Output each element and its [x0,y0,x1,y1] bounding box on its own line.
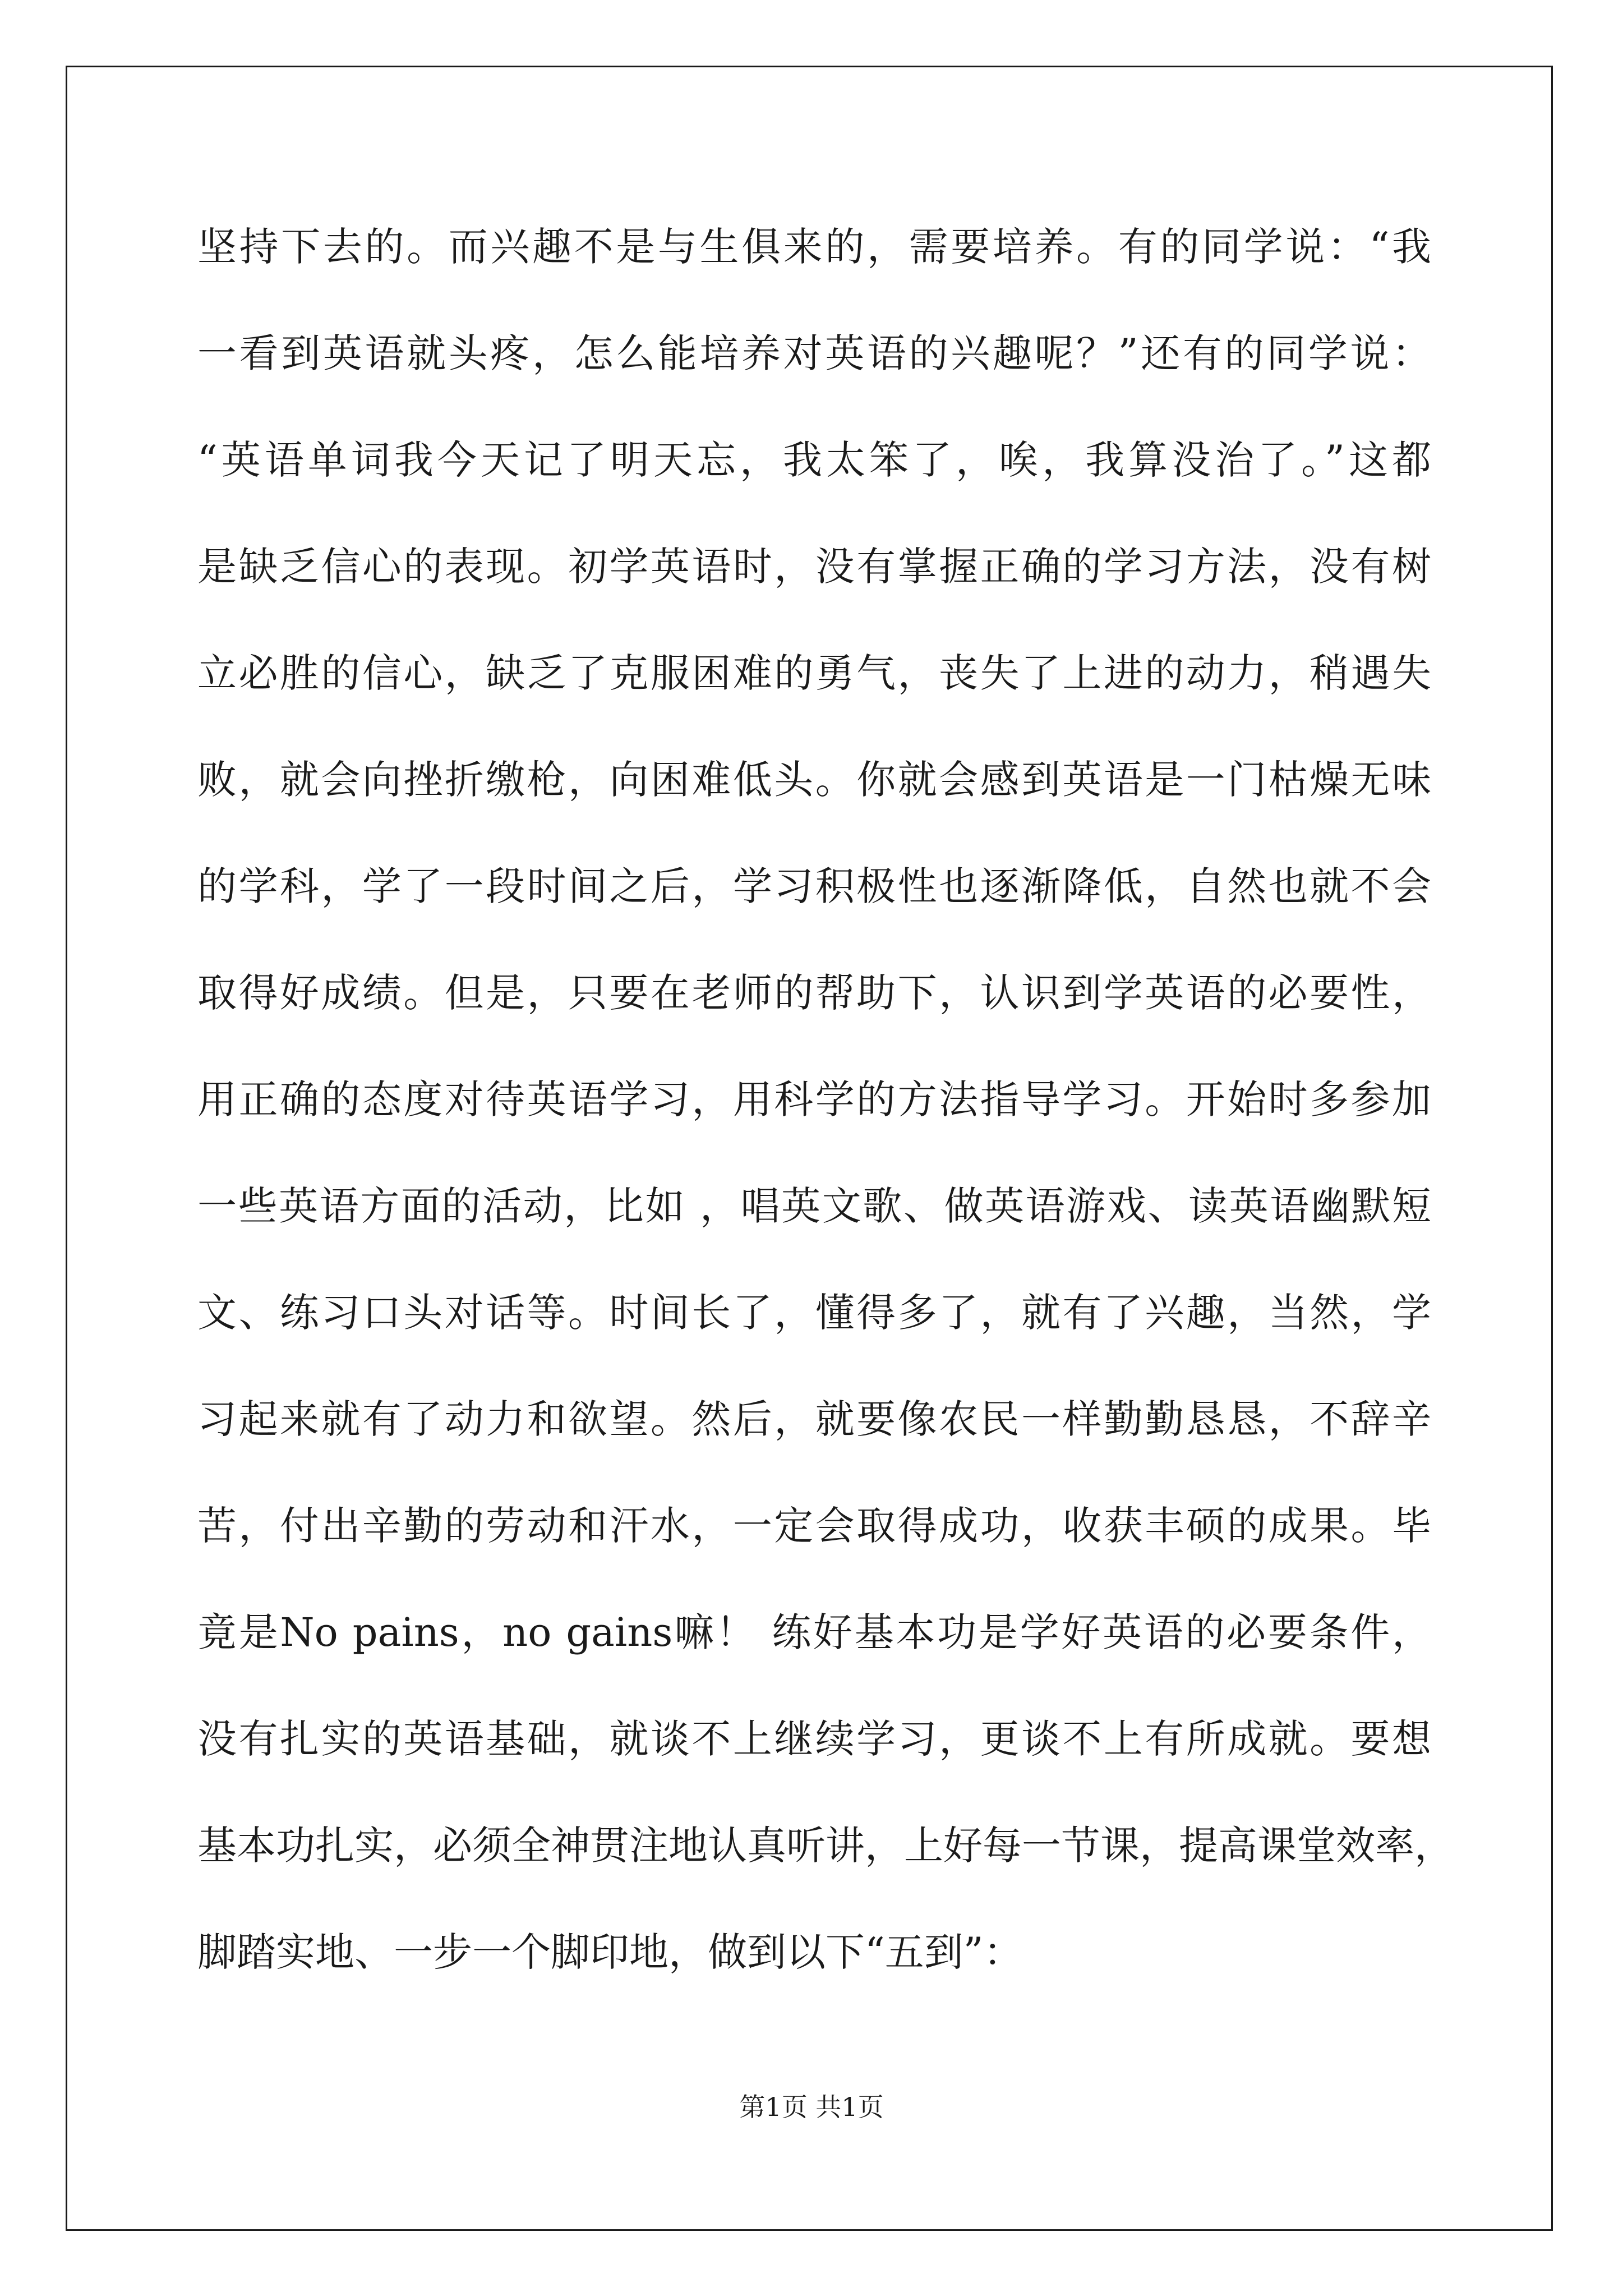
body-line: 一些英语方面的活动，比如 ，唱英文歌、做英语游戏、读英语幽默短 [197,1183,1431,1229]
body-line: 竟是No pains，no gains嘛！ 练好基本功是学好英语的必要条件， [197,1609,1431,1655]
body-line: 是缺乏信心的表现。初学英语时，没有掌握正确的学习方法，没有树 [197,544,1431,590]
body-line: 用正确的态度对待英语学习，用科学的方法指导学习。开始时多参加 [197,1076,1431,1122]
body-line: 败，就会向挫折缴枪，向困难低头。你就会感到英语是一门枯燥无味 [197,757,1431,803]
body-line: 没有扎实的英语基础，就谈不上继续学习，更谈不上有所成就。要想 [197,1716,1431,1762]
body-line: 坚持下去的。而兴趣不是与生俱来的，需要培养。有的同学说：“我 [197,224,1431,270]
body-line: 习起来就有了动力和欲望。然后，就要像农民一样勤勤恳恳，不辞辛 [197,1396,1431,1442]
body-line: 一看到英语就头疼，怎么能培养对英语的兴趣呢？”还有的同学说： [197,330,1431,376]
body-line: 基本功扎实，必须全神贯注地认真听讲，上好每一节课，提高课堂效率， [197,1823,1454,1869]
body-line: 的学科，学了一段时间之后，学习积极性也逐渐降低，自然也就不会 [197,863,1431,909]
body-line: 立必胜的信心，缺乏了克服困难的勇气，丧失了上进的动力，稍遇失 [197,650,1431,696]
page-number-footer: 第1页 共1页 [739,2092,884,2122]
document-body [197,222,1454,2033]
body-line: 文、练习口头对话等。时间长了，懂得多了，就有了兴趣，当然，学 [197,1290,1431,1336]
body-line: 取得好成绩。但是，只要在老师的帮助下，认识到学英语的必要性， [197,970,1431,1016]
body-line: “英语单词我今天记了明天忘，我太笨了，唉，我算没治了。”这都 [197,437,1431,483]
body-line: 脚踏实地、一步一个脚印地，做到以下“五到”： [197,1929,1023,1975]
body-line: 苦，付出辛勤的劳动和汗水，一定会取得成功，收获丰硕的成果。毕 [197,1503,1431,1549]
